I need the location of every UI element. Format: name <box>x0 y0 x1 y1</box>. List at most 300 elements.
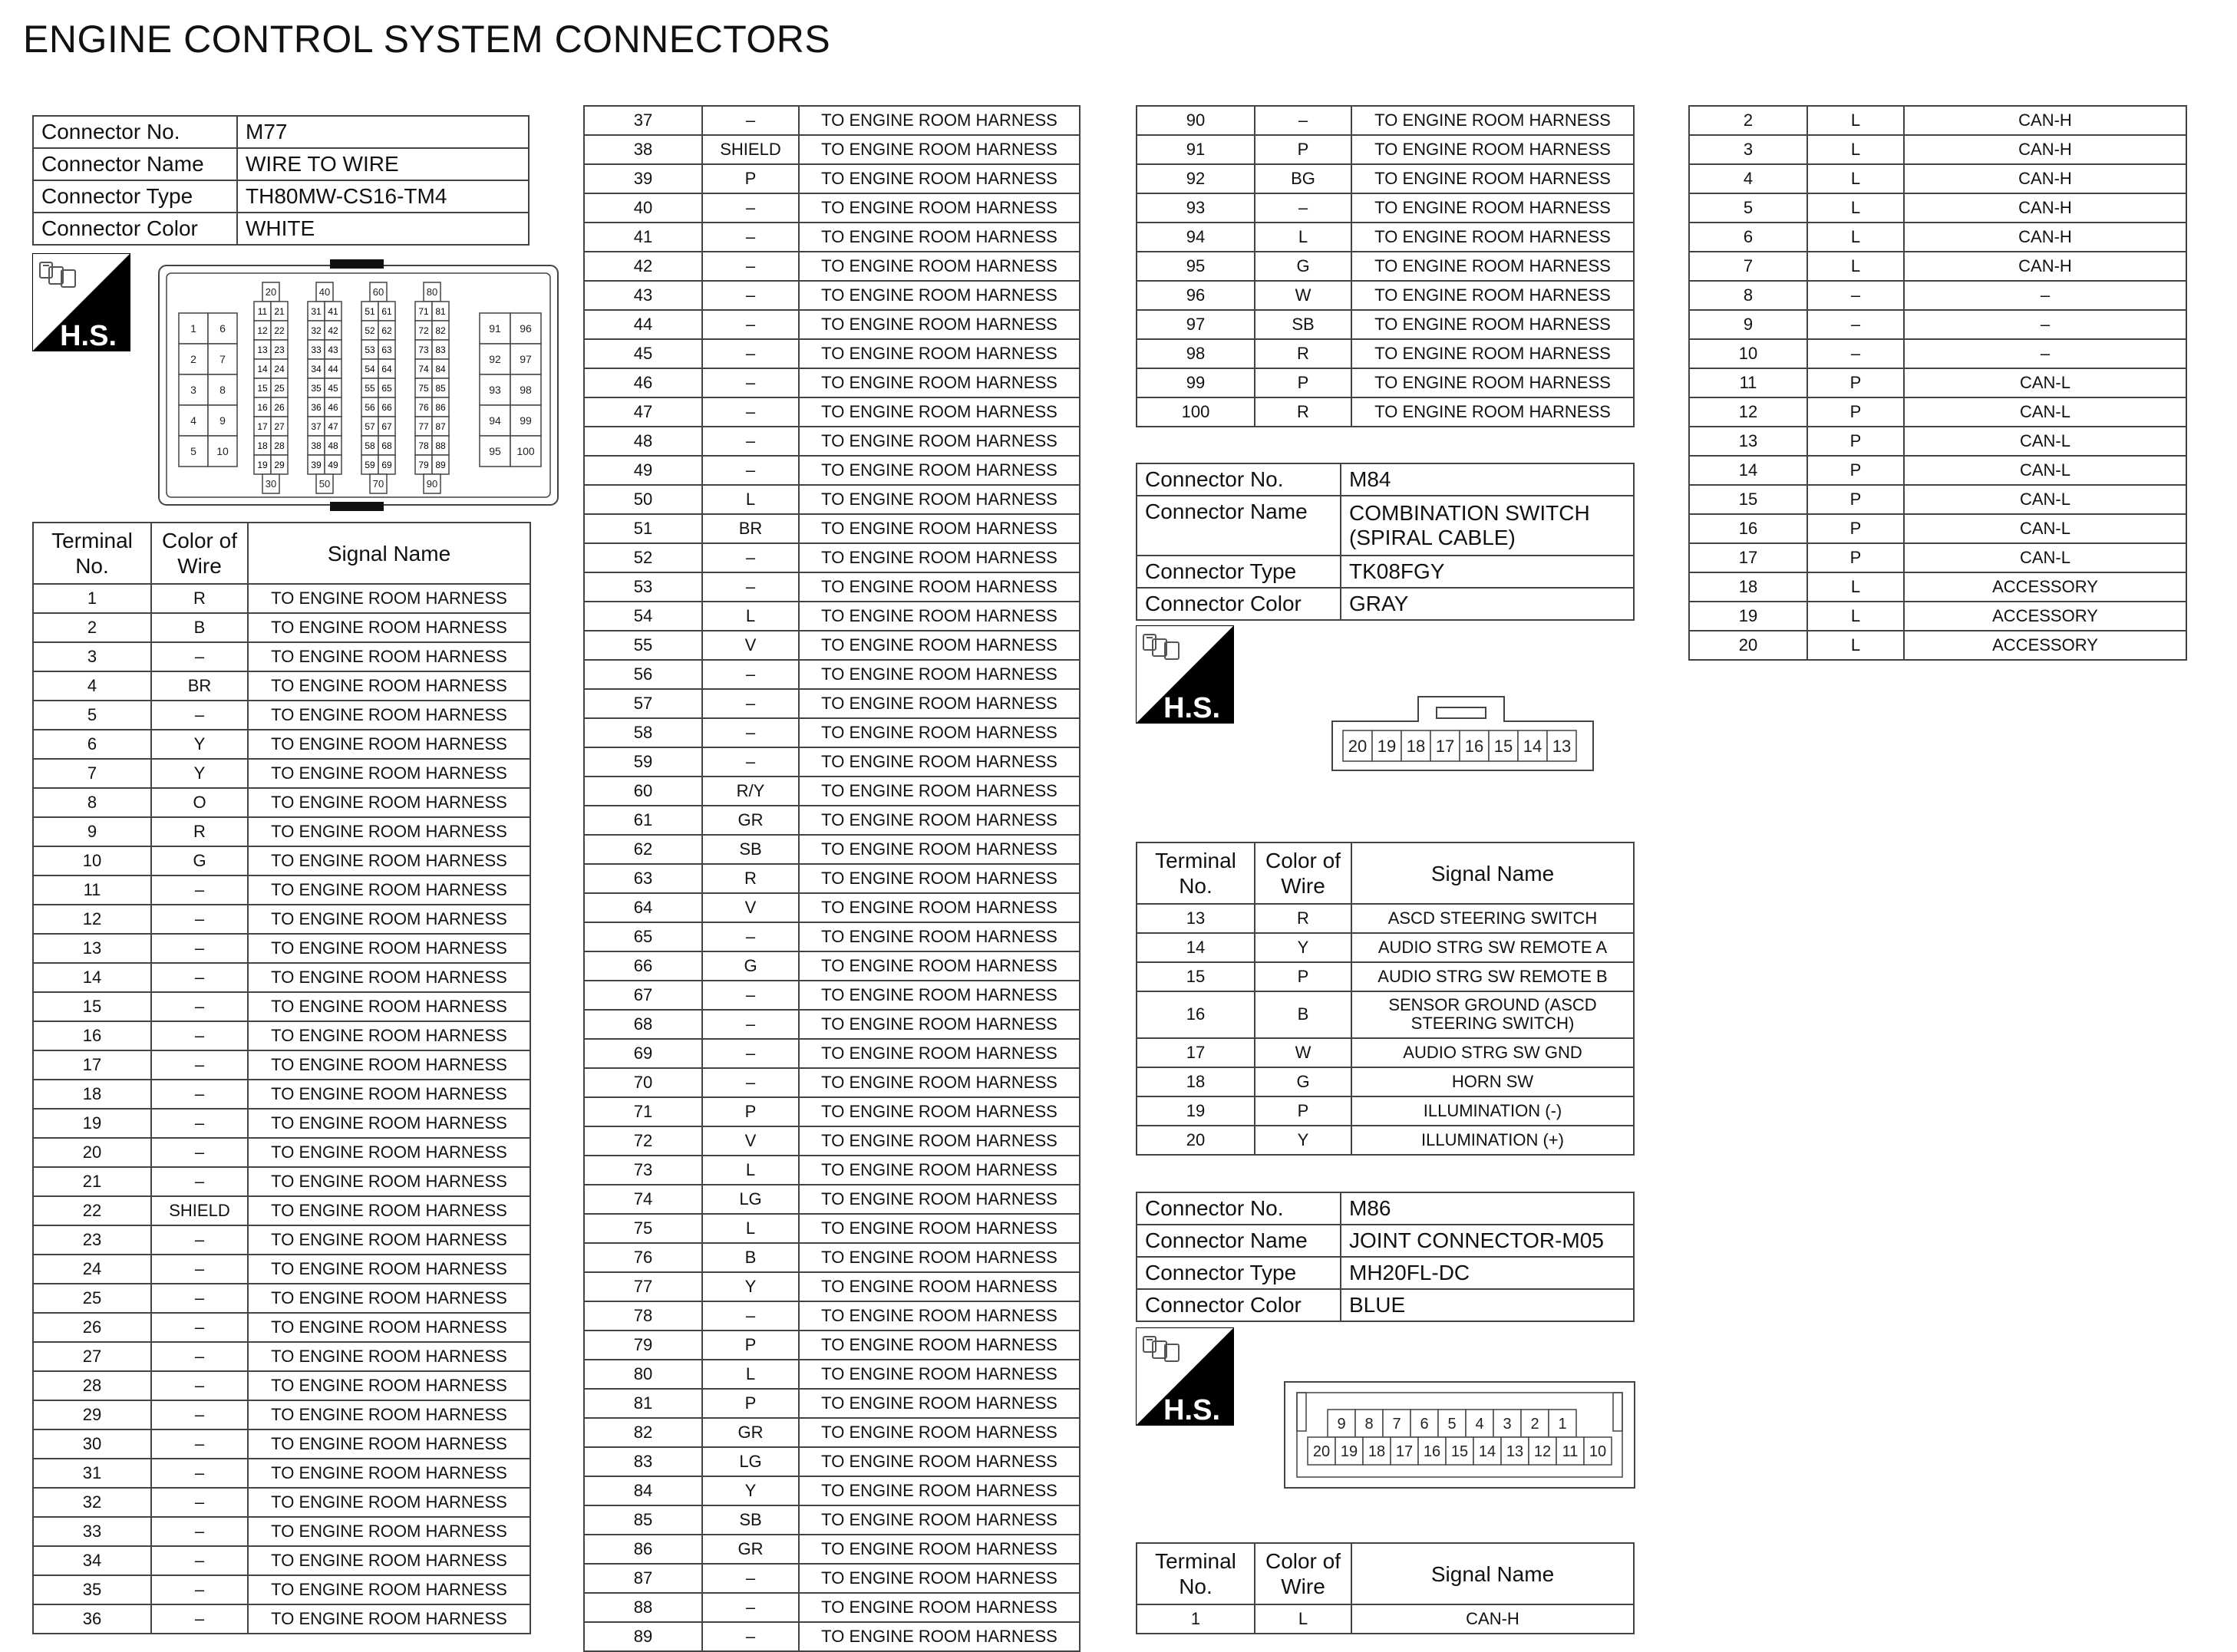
hs-badge-label: H.S. <box>1163 1394 1220 1426</box>
terminal-no-cell: 1 <box>1137 1604 1255 1634</box>
table-row <box>584 223 1080 252</box>
wire-color-cell: L <box>702 1214 799 1243</box>
wire-color-cell: B <box>151 613 248 642</box>
m77-connector-color: WHITE <box>237 213 529 245</box>
pin-label: 42 <box>328 325 338 336</box>
wire-color-cell: – <box>151 1429 248 1459</box>
wire-color-cell: R <box>151 817 248 846</box>
wire-color-cell: V <box>702 631 799 660</box>
terminal-no-cell: 34 <box>33 1546 151 1575</box>
hs-badge-label: H.S. <box>60 320 117 351</box>
terminal-no-cell: 19 <box>33 1109 151 1138</box>
table-row <box>33 1604 530 1634</box>
pin-label: 95 <box>489 445 501 458</box>
signal-name-cell: TO ENGINE ROOM HARNESS <box>799 1389 1080 1418</box>
wire-color-cell: – <box>151 1021 248 1050</box>
pin-label: 13 <box>1552 736 1572 756</box>
connector-color-label: Connector Color <box>1137 1289 1341 1321</box>
terminal-no-cell: 20 <box>1137 1126 1255 1155</box>
terminal-no-cell: 13 <box>1689 427 1807 456</box>
terminal-no-cell: 73 <box>584 1156 702 1185</box>
table-row <box>584 777 1080 806</box>
wire-color-cell: – <box>702 718 799 747</box>
terminal-no-cell: 85 <box>584 1505 702 1535</box>
wire-color-cell: L <box>1807 106 1904 135</box>
wire-color-cell: – <box>151 1488 248 1517</box>
table-row <box>584 1593 1080 1622</box>
wire-color-cell: – <box>702 660 799 689</box>
table-row <box>1689 223 2186 252</box>
pin-label: 99 <box>520 414 532 427</box>
signal-name-cell: TO ENGINE ROOM HARNESS <box>799 456 1080 485</box>
m84-info-table <box>1136 463 1635 621</box>
signal-name-cell: TO ENGINE ROOM HARNESS <box>799 164 1080 193</box>
m84-connector-name-line2: (SPIRAL CABLE) <box>1349 526 1516 549</box>
pin-label: 65 <box>381 383 392 394</box>
pin-label: 22 <box>274 325 285 336</box>
wire-color-cell: – <box>702 1564 799 1593</box>
signal-name-cell: TO ENGINE ROOM HARNESS <box>799 1593 1080 1622</box>
table-row <box>1137 193 1634 223</box>
terminal-no-cell: 57 <box>584 689 702 718</box>
signal-name-cell: ASCD STEERING SWITCH <box>1351 904 1634 933</box>
terminal-no-cell: 29 <box>33 1400 151 1429</box>
signal-name-cell: TO ENGINE ROOM HARNESS <box>1351 339 1634 368</box>
pin-label: 51 <box>365 306 375 317</box>
terminal-no-cell: 12 <box>33 905 151 934</box>
pin-label: 98 <box>520 384 532 397</box>
pin-label: 75 <box>418 383 429 394</box>
table-row <box>33 817 530 846</box>
signal-name-cell: – <box>1904 281 2186 310</box>
terminal-no-cell: 45 <box>584 339 702 368</box>
terminal-no-cell: 78 <box>584 1301 702 1331</box>
wire-color-cell: – <box>151 1575 248 1604</box>
terminal-no-cell: 23 <box>33 1225 151 1255</box>
table-row <box>1689 339 2186 368</box>
pin-label: 89 <box>435 460 446 470</box>
pin-label: 17 <box>1435 736 1455 756</box>
connector-no-label: Connector No. <box>33 116 237 148</box>
pin-label: 15 <box>1450 1443 1469 1461</box>
connector-type-label: Connector Type <box>1137 556 1341 588</box>
terminal-no-cell: 4 <box>1689 164 1807 193</box>
terminal-no-cell: 89 <box>584 1622 702 1651</box>
signal-name-cell: TO ENGINE ROOM HARNESS <box>799 1505 1080 1535</box>
terminal-no-cell: 15 <box>33 992 151 1021</box>
terminal-no-cell: 5 <box>33 701 151 730</box>
signal-name-cell: ACCESSORY <box>1904 602 2186 631</box>
wire-color-cell: L <box>1807 164 1904 193</box>
wire-color-cell: GR <box>702 1418 799 1447</box>
wire-color-cell: P <box>1807 456 1904 485</box>
table-row <box>1137 1067 1634 1096</box>
table-row <box>584 602 1080 631</box>
terminal-no-cell: 31 <box>33 1459 151 1488</box>
wire-color-cell: – <box>151 1138 248 1167</box>
table-row <box>584 106 1080 135</box>
pin-label: 49 <box>328 460 338 470</box>
pin-label: 45 <box>328 383 338 394</box>
terminal-no-cell: 36 <box>33 1604 151 1634</box>
table-row <box>1137 310 1634 339</box>
signal-name-cell: TO ENGINE ROOM HARNESS <box>799 397 1080 427</box>
terminal-no-cell: 21 <box>33 1167 151 1196</box>
wire-color-cell: R/Y <box>702 777 799 806</box>
wire-color-cell: – <box>702 1301 799 1331</box>
pin-label: 17 <box>1395 1443 1414 1461</box>
pin-label: 6 <box>219 322 226 335</box>
signal-name-cell: TO ENGINE ROOM HARNESS <box>799 252 1080 281</box>
signal-name-cell: TO ENGINE ROOM HARNESS <box>1351 281 1634 310</box>
terminal-no-cell: 40 <box>584 193 702 223</box>
connector-name-label: Connector Name <box>1137 1225 1341 1257</box>
wire-color-cell: P <box>1255 1096 1351 1126</box>
signal-name-cell: TO ENGINE ROOM HARNESS <box>248 817 530 846</box>
wire-color-cell: SHIELD <box>702 135 799 164</box>
terminal-no-cell: 55 <box>584 631 702 660</box>
terminal-no-cell: 4 <box>33 671 151 701</box>
table-row <box>584 1097 1080 1126</box>
terminal-no-cell: 88 <box>584 1593 702 1622</box>
signal-name-cell: TO ENGINE ROOM HARNESS <box>248 875 530 905</box>
pin-label: 19 <box>1340 1443 1358 1461</box>
pin-label: 56 <box>365 402 375 413</box>
signal-name-cell: TO ENGINE ROOM HARNESS <box>1351 223 1634 252</box>
pin-label: 97 <box>520 353 532 366</box>
wire-color-cell: R <box>151 584 248 613</box>
pin-label: 29 <box>274 460 285 470</box>
wire-color-cell: – <box>702 747 799 777</box>
pin-label: 74 <box>418 364 429 374</box>
signal-name-cell: TO ENGINE ROOM HARNESS <box>248 1342 530 1371</box>
pin-label: 37 <box>311 421 322 432</box>
terminal-no-cell: 10 <box>33 846 151 875</box>
pin-label: 47 <box>328 421 338 432</box>
terminal-no-cell: 83 <box>584 1447 702 1476</box>
wire-color-cell: O <box>151 788 248 817</box>
table-row <box>1689 485 2186 514</box>
table-row <box>584 660 1080 689</box>
connector-name-label: Connector Name <box>1137 496 1341 556</box>
pin-label: 9 <box>219 414 226 427</box>
terminal-no-cell: 3 <box>33 642 151 671</box>
terminal-no-cell: 42 <box>584 252 702 281</box>
signal-name-cell: CAN-L <box>1904 397 2186 427</box>
pin-label: 82 <box>435 325 446 336</box>
wire-color-cell: P <box>1807 514 1904 543</box>
pin-label: 86 <box>435 402 446 413</box>
signal-name-cell: TO ENGINE ROOM HARNESS <box>1351 135 1634 164</box>
pin-label: 15 <box>1493 736 1513 756</box>
pin-label: 36 <box>311 402 322 413</box>
pin-label: 54 <box>365 364 375 374</box>
wire-color-cell: Y <box>151 730 248 759</box>
table-row <box>584 485 1080 514</box>
m86-connector-type: MH20FL-DC <box>1341 1257 1634 1289</box>
table-row <box>1689 514 2186 543</box>
pin-label: 10 <box>216 445 229 458</box>
wire-color-cell: – <box>151 875 248 905</box>
pin-label: 63 <box>381 345 392 355</box>
terminal-no-cell: 16 <box>33 1021 151 1050</box>
terminal-no-cell: 33 <box>33 1517 151 1546</box>
wire-color-cell: – <box>151 1604 248 1634</box>
hs-badge-m77 <box>32 253 130 351</box>
terminal-no-cell: 48 <box>584 427 702 456</box>
table-row <box>584 514 1080 543</box>
pin-label: 41 <box>328 306 338 317</box>
signal-name-cell: TO ENGINE ROOM HARNESS <box>799 602 1080 631</box>
table-row <box>584 1564 1080 1593</box>
pin-label: 38 <box>311 440 322 451</box>
wire-color-cell: – <box>151 1371 248 1400</box>
signal-name-cell: TO ENGINE ROOM HARNESS <box>1351 193 1634 223</box>
signal-name-cell: TO ENGINE ROOM HARNESS <box>248 1575 530 1604</box>
pin-label: 33 <box>311 345 322 355</box>
signal-name-cell: TO ENGINE ROOM HARNESS <box>248 846 530 875</box>
terminal-no-cell: 17 <box>1689 543 1807 572</box>
connector-plug-icon <box>40 262 75 287</box>
pin-label: 100 <box>516 445 535 458</box>
signal-name-cell: TO ENGINE ROOM HARNESS <box>248 992 530 1021</box>
table-row <box>1137 339 1634 368</box>
terminal-no-cell: 52 <box>584 543 702 572</box>
pin-label: 16 <box>1423 1443 1441 1461</box>
table-row <box>33 1050 530 1080</box>
signal-name-cell: TO ENGINE ROOM HARNESS <box>799 1156 1080 1185</box>
signal-name-cell: TO ENGINE ROOM HARNESS <box>248 1080 530 1109</box>
signal-name-cell: CAN-L <box>1904 427 2186 456</box>
terminal-no-cell: 1 <box>33 584 151 613</box>
wire-color-cell: P <box>1807 397 1904 427</box>
terminal-no-cell: 5 <box>1689 193 1807 223</box>
wire-color-cell: – <box>151 1080 248 1109</box>
pin-label: 5 <box>1447 1416 1457 1433</box>
terminal-no-cell: 2 <box>1689 106 1807 135</box>
wire-color-cell: GR <box>702 806 799 835</box>
table-row <box>33 1371 530 1400</box>
page-title: ENGINE CONTROL SYSTEM CONNECTORS <box>23 18 831 61</box>
wire-color-cell: L <box>1807 572 1904 602</box>
m77-connector-name: WIRE TO WIRE <box>237 148 529 180</box>
signal-name-cell: TO ENGINE ROOM HARNESS <box>248 1604 530 1634</box>
terminal-no-cell: 54 <box>584 602 702 631</box>
terminal-no-cell: 11 <box>1689 368 1807 397</box>
signal-name-cell: TO ENGINE ROOM HARNESS <box>799 922 1080 951</box>
table-row <box>1689 368 2186 397</box>
table-row <box>584 1535 1080 1564</box>
terminal-no-cell: 100 <box>1137 397 1255 427</box>
wire-color-cell: – <box>702 1068 799 1097</box>
connector-type-label: Connector Type <box>1137 1257 1341 1289</box>
signal-name-cell: TO ENGINE ROOM HARNESS <box>799 135 1080 164</box>
signal-name-cell: TO ENGINE ROOM HARNESS <box>799 310 1080 339</box>
wire-color-cell: P <box>702 164 799 193</box>
table-row <box>584 1505 1080 1535</box>
signal-name-cell: TO ENGINE ROOM HARNESS <box>799 193 1080 223</box>
table-row <box>33 759 530 788</box>
wire-color-cell: – <box>1807 281 1904 310</box>
terminal-no-cell: 74 <box>584 1185 702 1214</box>
pin-label: 50 <box>318 478 331 490</box>
pin-label: 58 <box>365 440 375 451</box>
signal-name-cell: CAN-H <box>1904 164 2186 193</box>
terminal-no-cell: 6 <box>33 730 151 759</box>
terminal-no-cell: 13 <box>1137 904 1255 933</box>
terminal-no-cell: 18 <box>1689 572 1807 602</box>
table-row <box>584 1068 1080 1097</box>
color-of-wire-header: Color of Wire <box>151 523 248 584</box>
terminal-no-cell: 14 <box>1689 456 1807 485</box>
pin-label: 44 <box>328 364 338 374</box>
wire-color-cell: Y <box>151 759 248 788</box>
table-row <box>1137 962 1634 991</box>
signal-name-cell: TO ENGINE ROOM HARNESS <box>799 1476 1080 1505</box>
terminal-no-cell: 8 <box>1689 281 1807 310</box>
connector-color-label: Connector Color <box>1137 588 1341 620</box>
pin-label: 96 <box>520 322 532 335</box>
signal-name-cell: TO ENGINE ROOM HARNESS <box>799 864 1080 893</box>
wire-color-cell: – <box>151 1109 248 1138</box>
wire-color-cell: – <box>702 689 799 718</box>
wire-color-cell: – <box>1807 339 1904 368</box>
terminal-no-cell: 64 <box>584 893 702 922</box>
signal-name-cell: TO ENGINE ROOM HARNESS <box>799 1360 1080 1389</box>
wire-color-cell: – <box>151 1517 248 1546</box>
signal-name-cell: CAN-L <box>1904 456 2186 485</box>
terminal-no-cell: 75 <box>584 1214 702 1243</box>
signal-name-cell: ILLUMINATION (-) <box>1351 1096 1634 1126</box>
signal-name-cell: TO ENGINE ROOM HARNESS <box>799 951 1080 981</box>
pin-label: 92 <box>489 353 501 366</box>
wire-color-cell: – <box>702 1593 799 1622</box>
wire-color-cell: – <box>1255 193 1351 223</box>
signal-name-cell: CAN-L <box>1904 543 2186 572</box>
table-row <box>1689 310 2186 339</box>
m86-connector-face <box>1282 1377 1638 1492</box>
wire-color-cell: Y <box>702 1272 799 1301</box>
table-row <box>584 631 1080 660</box>
wire-color-cell: – <box>151 701 248 730</box>
terminal-no-cell: 47 <box>584 397 702 427</box>
table-row <box>584 747 1080 777</box>
pin-label: 90 <box>426 478 438 490</box>
terminal-no-cell: 63 <box>584 864 702 893</box>
m77-connector-no: M77 <box>237 116 529 148</box>
terminal-no-cell: 12 <box>1689 397 1807 427</box>
table-row <box>584 456 1080 485</box>
signal-name-cell: TO ENGINE ROOM HARNESS <box>1351 397 1634 427</box>
table-row <box>1137 135 1634 164</box>
terminal-no-cell: 60 <box>584 777 702 806</box>
pin-label: 57 <box>365 421 375 432</box>
pin-label: 77 <box>418 421 429 432</box>
table-row <box>33 875 530 905</box>
pin-label: 14 <box>1478 1443 1496 1461</box>
table-row <box>584 893 1080 922</box>
signal-name-cell: TO ENGINE ROOM HARNESS <box>248 1109 530 1138</box>
terminal-no-cell: 14 <box>33 963 151 992</box>
signal-name-cell: TO ENGINE ROOM HARNESS <box>799 777 1080 806</box>
pin-label: 94 <box>489 414 501 427</box>
wire-color-cell: – <box>702 223 799 252</box>
terminal-no-cell: 16 <box>1137 991 1255 1038</box>
wire-color-cell: – <box>702 281 799 310</box>
table-row <box>33 1342 530 1371</box>
connector-name-label: Connector Name <box>33 148 237 180</box>
signal-name-cell: ACCESSORY <box>1904 631 2186 660</box>
terminal-no-cell: 17 <box>1137 1038 1255 1067</box>
table-row <box>584 1331 1080 1360</box>
signal-name-cell: TO ENGINE ROOM HARNESS <box>799 1097 1080 1126</box>
signal-name-cell: TO ENGINE ROOM HARNESS <box>799 106 1080 135</box>
signal-name-cell: TO ENGINE ROOM HARNESS <box>799 427 1080 456</box>
table-row <box>1137 1038 1634 1067</box>
terminal-no-cell: 43 <box>584 281 702 310</box>
table-row <box>1689 397 2186 427</box>
terminal-no-cell: 37 <box>584 106 702 135</box>
signal-name-cell: TO ENGINE ROOM HARNESS <box>799 689 1080 718</box>
signal-name-cell: TO ENGINE ROOM HARNESS <box>1351 310 1634 339</box>
table-row <box>584 1418 1080 1447</box>
signal-name-cell: TO ENGINE ROOM HARNESS <box>248 1459 530 1488</box>
table-row <box>584 1622 1080 1651</box>
terminal-no-cell: 99 <box>1137 368 1255 397</box>
terminal-no-cell: 49 <box>584 456 702 485</box>
terminal-no-cell: 97 <box>1137 310 1255 339</box>
wire-color-cell: L <box>702 1360 799 1389</box>
table-row <box>584 281 1080 310</box>
table-row <box>33 1546 530 1575</box>
signal-name-cell: TO ENGINE ROOM HARNESS <box>248 701 530 730</box>
pin-label: 69 <box>381 460 392 470</box>
pin-label: 76 <box>418 402 429 413</box>
pin-label: 73 <box>418 345 429 355</box>
terminal-no-cell: 76 <box>584 1243 702 1272</box>
signal-name-cell: TO ENGINE ROOM HARNESS <box>248 1196 530 1225</box>
terminal-no-cell: 14 <box>1137 933 1255 962</box>
signal-name-cell: TO ENGINE ROOM HARNESS <box>799 1185 1080 1214</box>
table-row <box>1137 106 1634 135</box>
pin-label: 18 <box>257 440 268 451</box>
pin-label: 10 <box>1589 1443 1607 1461</box>
terminal-no-cell: 51 <box>584 514 702 543</box>
pin-label: 2 <box>190 353 196 366</box>
m77-terminal-table-2 <box>583 105 1081 1652</box>
signal-name-cell: TO ENGINE ROOM HARNESS <box>799 1447 1080 1476</box>
wire-color-cell: Y <box>702 1476 799 1505</box>
wire-color-cell: – <box>702 193 799 223</box>
pin-label: 15 <box>257 383 268 394</box>
terminal-no-cell: 95 <box>1137 252 1255 281</box>
pin-label: 3 <box>190 384 196 397</box>
pin-label: 7 <box>219 353 226 366</box>
pin-label: 23 <box>274 345 285 355</box>
signal-name-cell: TO ENGINE ROOM HARNESS <box>248 642 530 671</box>
pin-label: 59 <box>365 460 375 470</box>
table-row <box>1137 1126 1634 1155</box>
signal-name-cell: TO ENGINE ROOM HARNESS <box>799 835 1080 864</box>
table-row <box>584 864 1080 893</box>
connector-color-label: Connector Color <box>33 213 237 245</box>
table-row <box>584 1185 1080 1214</box>
table-row <box>584 1156 1080 1185</box>
wire-color-cell: – <box>702 427 799 456</box>
signal-name-cell: TO ENGINE ROOM HARNESS <box>248 1371 530 1400</box>
table-row <box>33 1488 530 1517</box>
table-row <box>33 1517 530 1546</box>
